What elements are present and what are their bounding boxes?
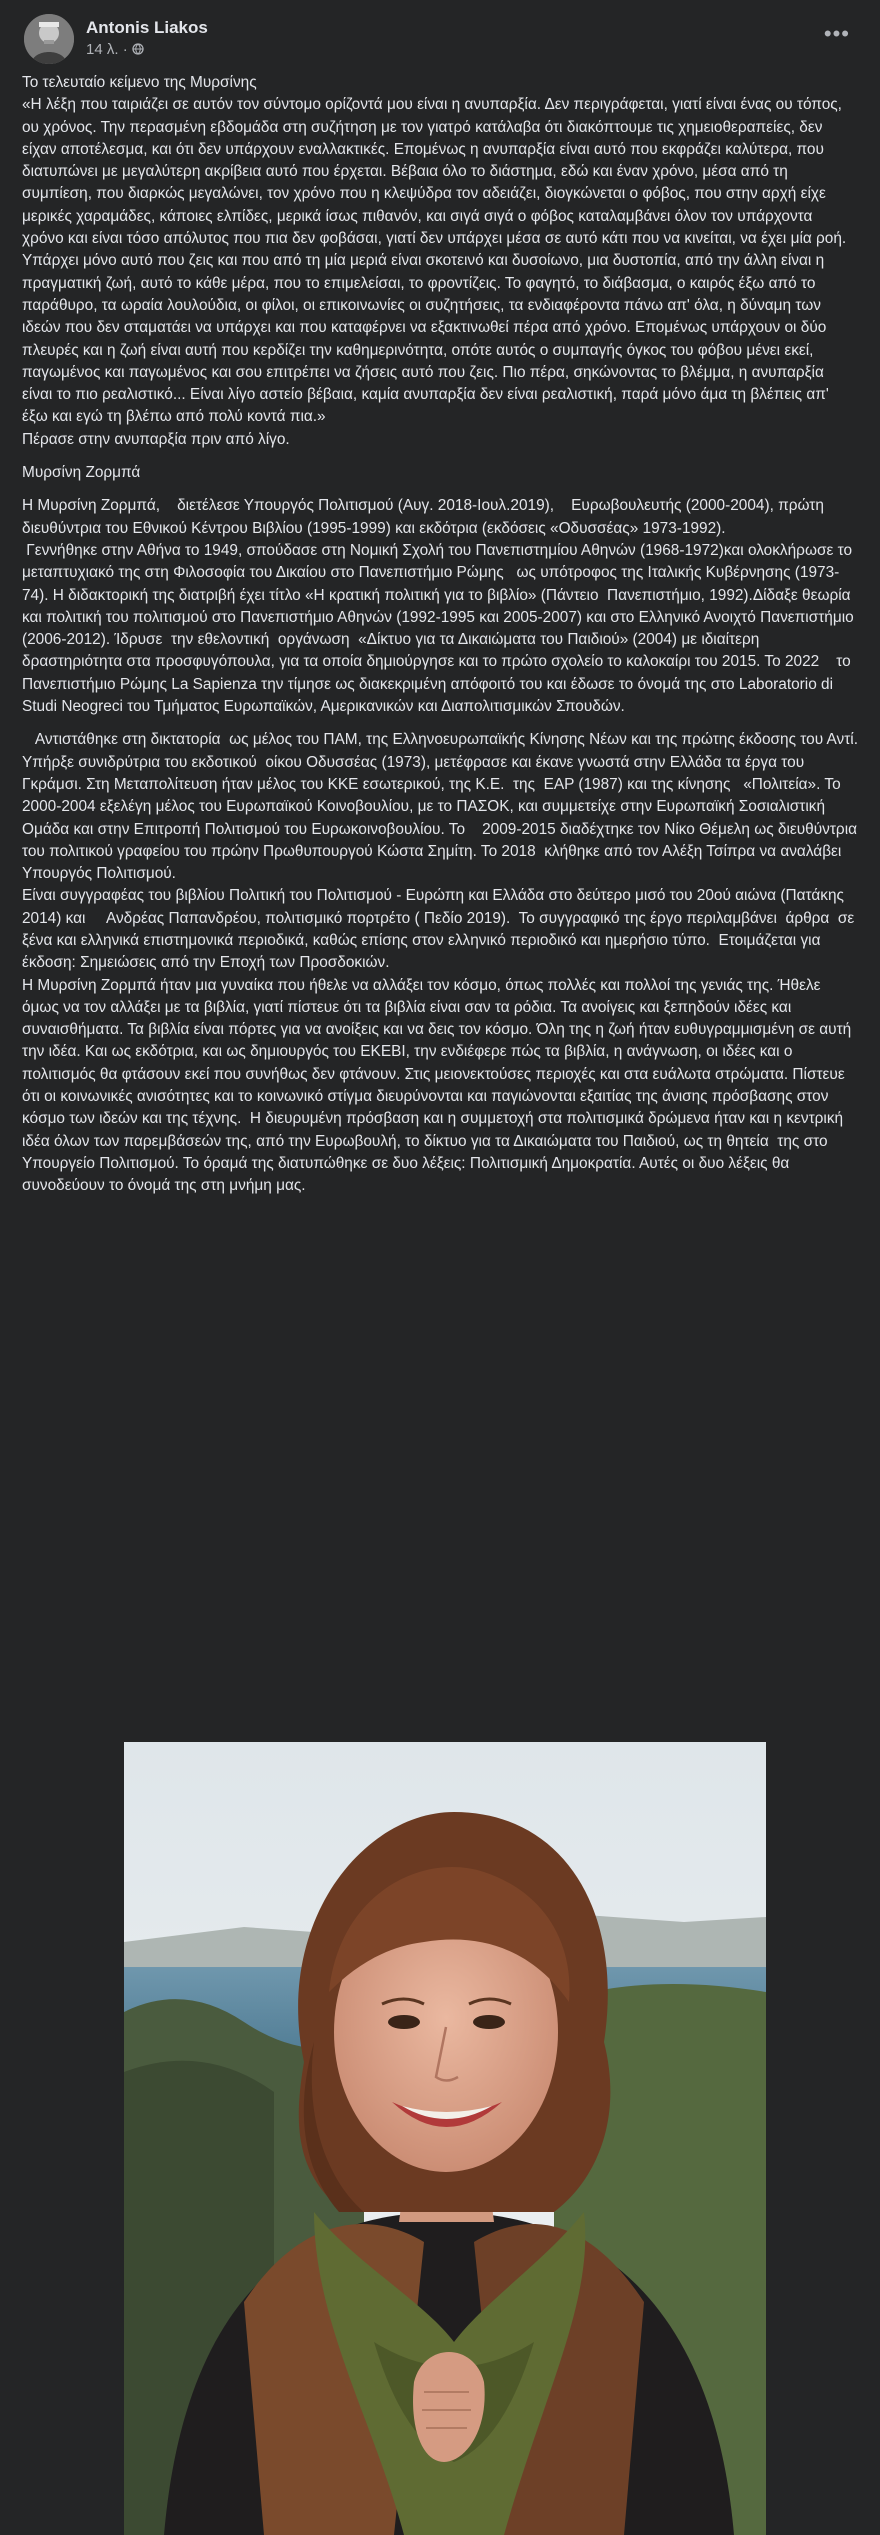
- more-options-icon[interactable]: •••: [823, 21, 850, 46]
- post-photo[interactable]: [124, 1742, 766, 2535]
- post-paragraph: Αντιστάθηκε στη δικτατορία ως μέλος του ΠΑΜ, της Ελληνοευρωπαϊκής Κίνησης Νέων και της πρώτης έκδοσης του Αντί. Υπήρξε συνιδρύτρια του εκδοτικού οίκου Οδυσσέας (1973), μετέφρασε και έκανε γνωστά στην Ελλάδα τα έργα του Γκράμσι. Στη Μεταπολίτευση ήταν μέλος του ΚΚΕ εσωτερικού, της Κ.Ε. της ΕΑΡ (1987) και της κίνησης «Πολιτεία». Το 2000-2004 εξελέγη μέλος του Ευρωπαϊκού Κοινοβουλίου, με το ΠΑΣΟΚ, και συμμετείχε στην Ευρωπαϊκή Σοσιαλιστική Ομάδα και στην Επιτροπή Πολιτισμού του Ευρωκοινοβουλίου. Το 2009-2015 διαδέχτηκε τον Νίκο Θέμελη ως διευθύντρια του πολιτικού γραφείου του πρώην Πρωθυπουργού Κώστα Σημίτη. Το 2018 κλήθηκε από τον Αλέξη Τσίπρα να αναλάβει Υπουργός Πολιτισμού. Είναι συγγραφέας του βιβλίου Πολιτική του Πολιτισμού - Ευρώπη και Ελλάδα στο δεύτερο μισό του 20ού αιώνα (Πατάκης 2014) και Ανδρέας Παπανδρέου, πολιτισμικό πορτρέτο ( Πεδίο 2019). Το συγγραφικό της έργο περιλαμβάνει άρθρα σε ξένα και ελληνικά επιστημονικά περιοδικά, καθώς επίσης στον ελληνικό περιοδικό και ημερήσιο τύπο. Ετοιμάζεται για έκδοση: Σημειώσεις από την Εποχή των Προσδοκιών. Η Μυρσίνη Ζορμπά ήταν μια γυναίκα που ήθελε να αλλάξει τον κόσμο, όπως πολλές και πολλοί της γενιάς της. Ήθελε όμως να τον αλλάξει με τα βιβλία, γιατί πίστευε ότι τα βιβλία είναι σαν τα ρόδια. Τα ανοίγεις και ξεπηδούν ιδέες και συναισθήματα. Τα βιβλία είναι πόρτες για να ανοίξεις και να δεις τον κόσμο. Όλη της η ζωή ήταν ευθυγραμμισμένη σε αυτή την ιδέα. Και ως εκδότρια, και ως δημιουργός του ΕΚΕΒΙ, την ενδιέφερε πώς τα βιβλία, η ανάγνωση, οι ιδέες και ο πολιτισμός θα φτάσουν εκεί που συνήθως δεν φτάνουν. Στις μειονεκτούσες περιοχές και στα ευάλωτα στρώματα. Πίστευε ότι οι κοινωνικές ανισότητες και το κοινωνικό στίγμα διευρύνονται και παγιώνονται εξαιτίας της άνισης πρόσβασης στον κόσμο των ιδεών και της τέχνης. Η διευρυμένη πρόσβαση και η συμμετοχή στα πολιτισμικά δρώμενα ήταν και η κεντρική ιδέα όλων των παρεμβάσεών της, από την Ευρωβουλή, το δίκτυο για τα Δικαιώματα του Παιδιού, ως τη θητεία της στο Υπουργείο Πολιτισμού. Το όραμά της διατυπώθηκε σε δυο λέξεις: Πολιτισμική Δημοκρατία. Αυτές οι δυο λέξεις θα συνοδεύουν το όνομά της στη μνήμη μας.: [22, 731, 858, 1195]
- post-meta: [86, 41, 144, 58]
- post-header: [24, 14, 856, 64]
- post-paragraph: Το τελευταίο κείμενο της Μυρσίνης «Η λέξη που ταιριάζει σε αυτόν τον σύντομο ορίζοντά μου είναι η ανυπαρξία. Δεν περιγράφεται, γιατί είναι ένας ου τόπος, ου χρόνος. Την περασμένη εβδομάδα στη συζήτηση με τον γιατρό κατάλαβα ότι διακόπτουμε τις χημειοθεραπείες, δεν είχαν αποτέλεσμα, και ότι δεν υπάρχουν εναλλακτικές. Επομένως η ανυπαρξία είναι αυτό που εκφράζει καλύτερα, που διατυπώνει με μεγαλύτερη ακρίβεια αυτό που έρχεται. Βέβαια όλο το διάστημα, εδώ και έναν χρόνο, μέσα από τη συμπίεση, που διαρκώς μεγαλώνει, τον χρόνο που η κλεψύδρα τον αδειάζει, διογκώνεται ο φόβος, που στην αρχή είχε μερικές χαραμάδες, κάποιες ελπίδες, μερικά ίσως πιθανόν, και σιγά σιγά ο φόβος καταλαμβάνει όλον τον υπάρχοντα χρόνο και είναι τόσο απόλυτος που πια δεν φοβάσαι, γιατί δεν υπάρχει μέσα σε αυτό κάτι που να κινείται, να έχει μία ροή. Υπάρχει μόνο αυτό που ζεις και που από τη μία μεριά είναι σκοτεινό και δυσοίωνο, μια δυστοπία, από την άλλη είναι η πραγματική ζωή, αυτό το κάθε μέρα, που το επιμελείσαι, το φροντίζεις. Το φαγητό, το διάβασμα, ο καιρός έξω από το παράθυρο, τα ωραία λουλούδια, οι φίλοι, οι επικοινωνίες οι συζητήσεις, τα ενδιαφέροντα πάνω απ' όλα, η δύναμη των ιδεών που δεν σταματάει να υπάρχει και που καταφέρνει να εξακτινωθεί πέρα από χρόνο. Επομένως υπάρχουν οι δύο πλευρές και η ζωή είναι αυτή που κερδίζει την καθημερινότητα, οπότε αυτός ο συμπαγής όγκος του φόβου μένει εκεί, παγωμένος και παγωμένος και σου επιτρέπει να ζήσεις αυτό που ζεις. Πιο πέρα, σηκώνοντας το βλέμμα, η ανυπαρξία είναι το πιο ρεαλιστικό... Είναι λίγο αστείο βέβαια, καμία ανυπαρξία δεν είναι ρεαλιστική, παρά μόνο άμα τη βλέπεις απ' έξω και εγώ τη βλέπω από πολύ κοντά πια.» Πέρασε στην ανυπαρξία πριν από λίγο.: [22, 74, 847, 448]
- post-text: [22, 72, 858, 1198]
- post-paragraph: Μυρσίνη Ζορμπά: [22, 464, 141, 482]
- avatar-image: [24, 14, 74, 64]
- portrait-photo: [124, 1742, 766, 2535]
- post-paragraph: Η Μυρσίνη Ζορμπά, διετέλεσε Υπουργός Πολιτισμού (Αυγ. 2018-Ιουλ.2019), Ευρωβουλευτής (2000-2004), πρώτη διευθύντρια του Εθνικού Κέντρου Βιβλίου (1995-1999) και εκδότρια (εκδόσεις «Οδυσσέας» 1973-1992). Γεννήθηκε στην Αθήνα το 1949, σπούδασε στη Νομική Σχολή του Πανεπιστημίου Αθηνών (1968-1972)και ολοκλήρωσε το μεταπτυχιακό της στη Φιλοσοφία του Δικαίου στο Πανεπιστήμιο Ρώμης ως υπότροφος της Ιταλικής Κυβέρνησης (1973-74). Η διδακτορική της διατριβή έχει τίτλο «Η κρατική πολιτική για το βιβλίο» (Πάντειο Πανεπιστήμιο, 1992).Δίδαξε θεωρία και πολιτική του πολιτισμού στο Πανεπιστήμιο Αθηνών (1992-1995 και 2005-2007) και στο Ελληνικό Ανοιχτό Πανεπιστήμιο (2006-2012). Ίδρυσε την εθελοντική οργάνωση «Δίκτυο για τα Δικαιώματα του Παιδιού» (2004) με ιδιαίτερη δραστηριότητα στα προσφυγόπουλα, για τα οποία δημιούργησε και το πρώτο σχολείο το καλοκαίρι του 2015. Το 2022 το Πανεπιστήμιο Ρώμης La Sapienza την τίμησε ως διακεκριμένη απόφοιτό του και έδωσε το όνομά της στο Laboratorio di Studi Neogreci του Τμήματος Ευρωπαϊκών, Αμερικανικών και Διαπολιτισμικών Σπουδών.: [22, 497, 854, 716]
- avatar[interactable]: [24, 14, 74, 64]
- globe-icon: [132, 41, 144, 58]
- author-name[interactable]: Antonis Liakos: [86, 18, 208, 37]
- meta-separator: ·: [122, 41, 128, 58]
- post-time[interactable]: 14 λ.: [86, 41, 119, 58]
